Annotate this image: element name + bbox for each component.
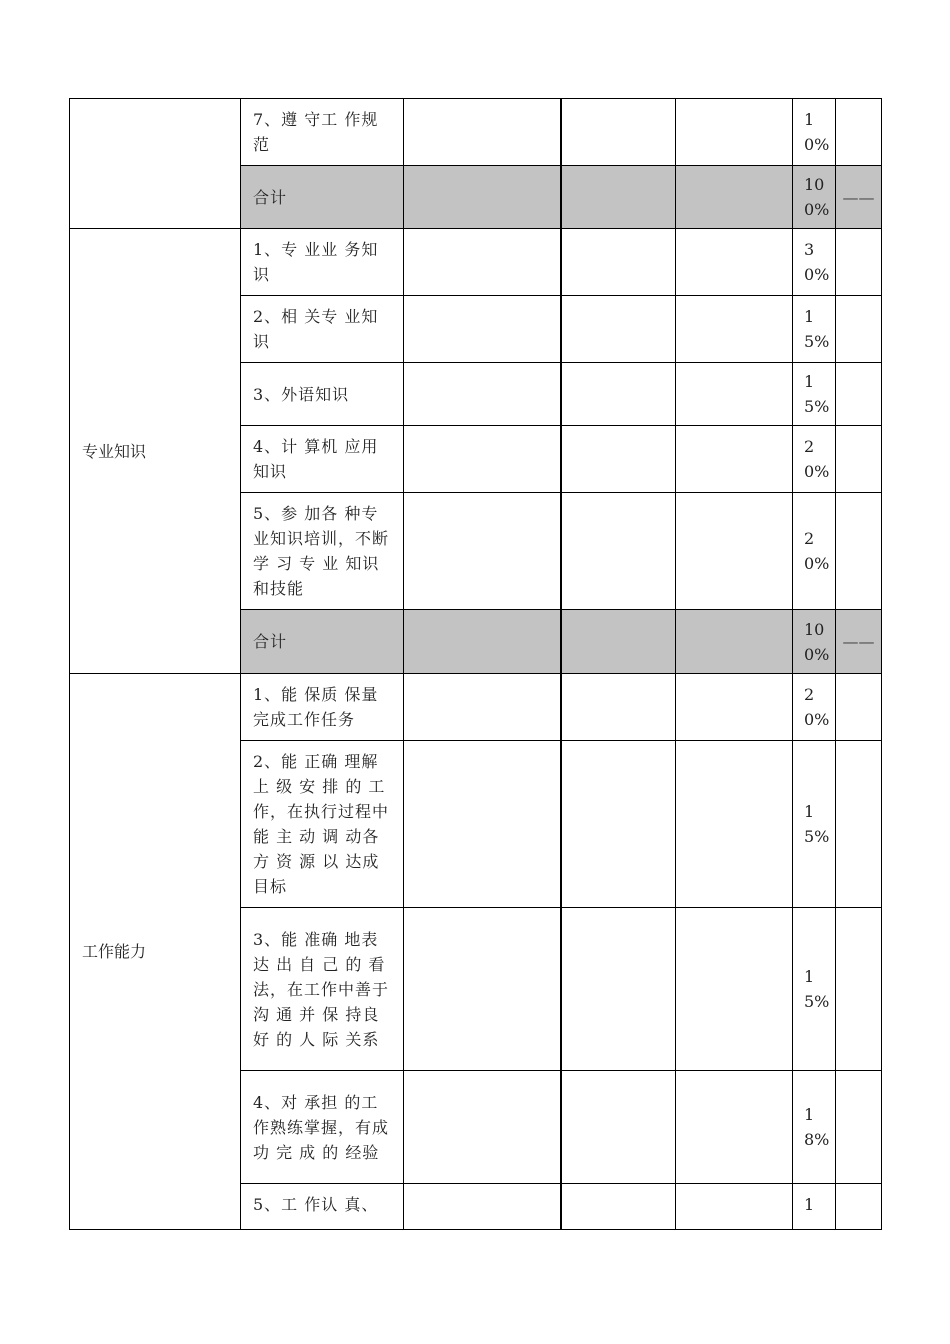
- weight-cell: 20%: [793, 426, 836, 493]
- weight-cell: 18%: [793, 1071, 836, 1184]
- blank-cell: [404, 363, 561, 426]
- item-label: 5、参 加各 种专业知识培训，不断 学 习 专 业 知识和技能: [241, 493, 404, 610]
- item-label: 5、工 作认 真、: [241, 1184, 404, 1230]
- evaluation-table: [69, 98, 882, 1230]
- blank-cell: [404, 741, 561, 908]
- blank-cell: [561, 610, 676, 674]
- blank-cell: [676, 674, 793, 741]
- item-label: 1、能 保质 保量完成工作任务: [241, 674, 404, 741]
- blank-cell: [836, 674, 882, 741]
- total-weight: 100%: [793, 166, 836, 229]
- blank-cell: [676, 229, 793, 296]
- item-label: 2、相 关专 业知识: [241, 296, 404, 363]
- total-mark: ——: [836, 610, 882, 674]
- blank-cell: [676, 610, 793, 674]
- blank-cell: [836, 363, 882, 426]
- weight-cell: 20%: [793, 674, 836, 741]
- blank-cell: [836, 741, 882, 908]
- blank-cell: [404, 610, 561, 674]
- blank-cell: [836, 296, 882, 363]
- blank-cell: [404, 1184, 561, 1230]
- blank-cell: [836, 1071, 882, 1184]
- blank-cell: [561, 363, 676, 426]
- item-label: 4、对 承担 的工作熟练掌握，有成 功 完 成 的 经验: [241, 1071, 404, 1184]
- blank-cell: [676, 493, 793, 610]
- blank-cell: [561, 674, 676, 741]
- item-label: 3、外语知识: [241, 363, 404, 426]
- blank-cell: [561, 1184, 676, 1230]
- blank-cell: [404, 166, 561, 229]
- blank-cell: [404, 1071, 561, 1184]
- blank-cell: [676, 1071, 793, 1184]
- blank-cell: [676, 166, 793, 229]
- blank-cell: [561, 1071, 676, 1184]
- item-label: 4、计 算机 应用知识: [241, 426, 404, 493]
- blank-cell: [561, 229, 676, 296]
- blank-cell: [404, 493, 561, 610]
- blank-cell: [404, 674, 561, 741]
- blank-cell: [561, 166, 676, 229]
- blank-cell: [404, 99, 561, 166]
- blank-cell: [836, 493, 882, 610]
- total-label: 合计: [241, 610, 404, 674]
- table-row: [70, 99, 882, 166]
- item-label: 1、专 业业 务知识: [241, 229, 404, 296]
- blank-cell: [676, 363, 793, 426]
- category-cell: 工作能力: [70, 674, 241, 1230]
- weight-cell: 15%: [793, 908, 836, 1071]
- blank-cell: [676, 908, 793, 1071]
- blank-cell: [676, 741, 793, 908]
- blank-cell: [404, 908, 561, 1071]
- blank-cell: [836, 99, 882, 166]
- blank-cell: [836, 908, 882, 1071]
- blank-cell: [676, 1184, 793, 1230]
- category-cell: [70, 99, 241, 229]
- weight-cell: 15%: [793, 363, 836, 426]
- table-row: [70, 229, 882, 296]
- blank-cell: [836, 1184, 882, 1230]
- total-weight: 100%: [793, 610, 836, 674]
- weight-cell: 10%: [793, 99, 836, 166]
- blank-cell: [836, 426, 882, 493]
- item-label: 3、能 准确 地表达 出 自 己 的 看法，在工作中善于 沟 通 并 保 持良 好 的 人 际 关系: [241, 908, 404, 1071]
- weight-cell: 20%: [793, 493, 836, 610]
- blank-cell: [561, 493, 676, 610]
- blank-cell: [561, 908, 676, 1071]
- weight-cell: 15%: [793, 741, 836, 908]
- weight-cell: 1: [793, 1184, 836, 1230]
- weight-cell: 30%: [793, 229, 836, 296]
- weight-cell: 15%: [793, 296, 836, 363]
- blank-cell: [676, 99, 793, 166]
- blank-cell: [404, 229, 561, 296]
- blank-cell: [561, 296, 676, 363]
- blank-cell: [561, 741, 676, 908]
- blank-cell: [561, 99, 676, 166]
- blank-cell: [836, 229, 882, 296]
- blank-cell: [676, 426, 793, 493]
- total-label: 合计: [241, 166, 404, 229]
- table-row: [70, 674, 882, 741]
- item-label: 2、能 正确 理解上 级 安 排 的 工作，在执行过程中 能 主 动 调 动各 方 资 源 以 达成目标: [241, 741, 404, 908]
- total-mark: ——: [836, 166, 882, 229]
- blank-cell: [676, 296, 793, 363]
- blank-cell: [561, 426, 676, 493]
- blank-cell: [404, 296, 561, 363]
- category-cell: 专业知识: [70, 229, 241, 674]
- item-label: 7、遵 守工 作规范: [241, 99, 404, 166]
- blank-cell: [404, 426, 561, 493]
